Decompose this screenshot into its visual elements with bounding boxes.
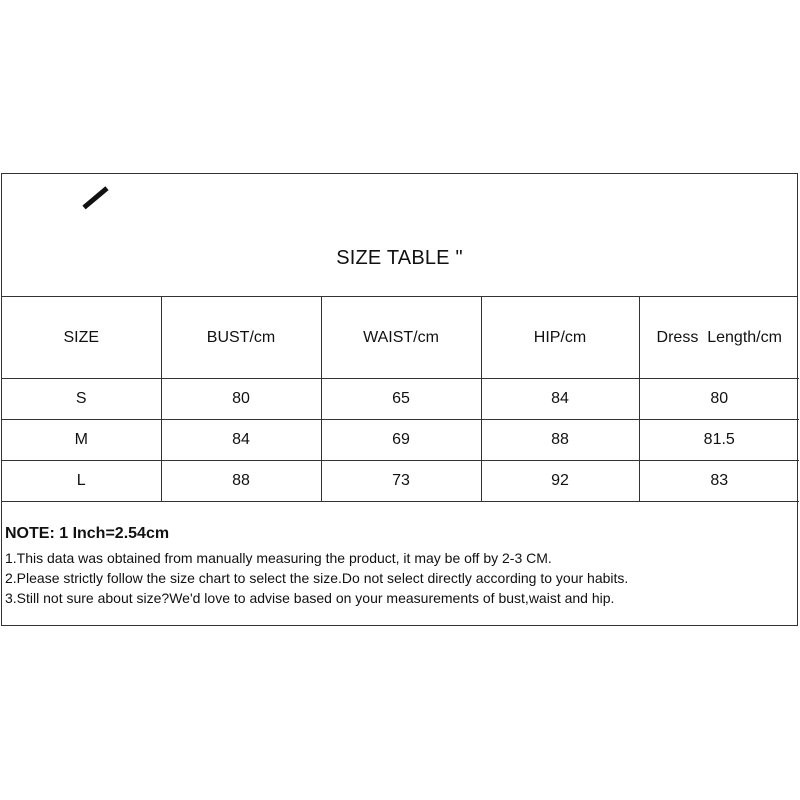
table-row: [2, 420, 799, 461]
cell-bust: 84: [161, 420, 321, 461]
column-header-hip: HIP/cm: [481, 297, 639, 379]
cell-hip: 84: [481, 379, 639, 420]
table-header-row: [2, 297, 799, 379]
cell-waist: 73: [321, 461, 481, 502]
cell-size: S: [2, 379, 161, 420]
cell-dress-length: 81.5: [639, 420, 799, 461]
title-row: [2, 174, 797, 297]
cell-dress-length: 80: [639, 379, 799, 420]
table-row: [2, 379, 799, 420]
table-row: [2, 461, 799, 502]
notes-section: [5, 524, 795, 608]
note-heading: NOTE: 1 Inch=2.54cm: [5, 525, 170, 542]
column-header-bust: BUST/cm: [161, 297, 321, 379]
note-line-1: 1.This data was obtained from manually measuring the product, it may be off by 2-3 CM.: [5, 550, 552, 566]
size-chart-sheet: [1, 173, 798, 626]
note-line-3: 3.Still not sure about size?We'd love to advise based on your measurements of bust,waist and hip.: [5, 590, 615, 606]
column-header-dress-length: Dress Length/cm: [639, 297, 799, 379]
note-line-2: 2.Please strictly follow the size chart to select the size.Do not select directly according to your habits.: [5, 570, 629, 586]
cell-hip: 88: [481, 420, 639, 461]
cell-size: L: [2, 461, 161, 502]
cell-bust: 88: [161, 461, 321, 502]
cell-waist: 69: [321, 420, 481, 461]
column-header-waist: WAIST/cm: [321, 297, 481, 379]
size-table: [2, 297, 799, 502]
cell-bust: 80: [161, 379, 321, 420]
size-table-title: SIZE TABLE ": [336, 247, 463, 269]
cell-waist: 65: [321, 379, 481, 420]
cell-dress-length: 83: [639, 461, 799, 502]
cell-hip: 92: [481, 461, 639, 502]
column-header-size: SIZE: [2, 297, 161, 379]
cell-size: M: [2, 420, 161, 461]
